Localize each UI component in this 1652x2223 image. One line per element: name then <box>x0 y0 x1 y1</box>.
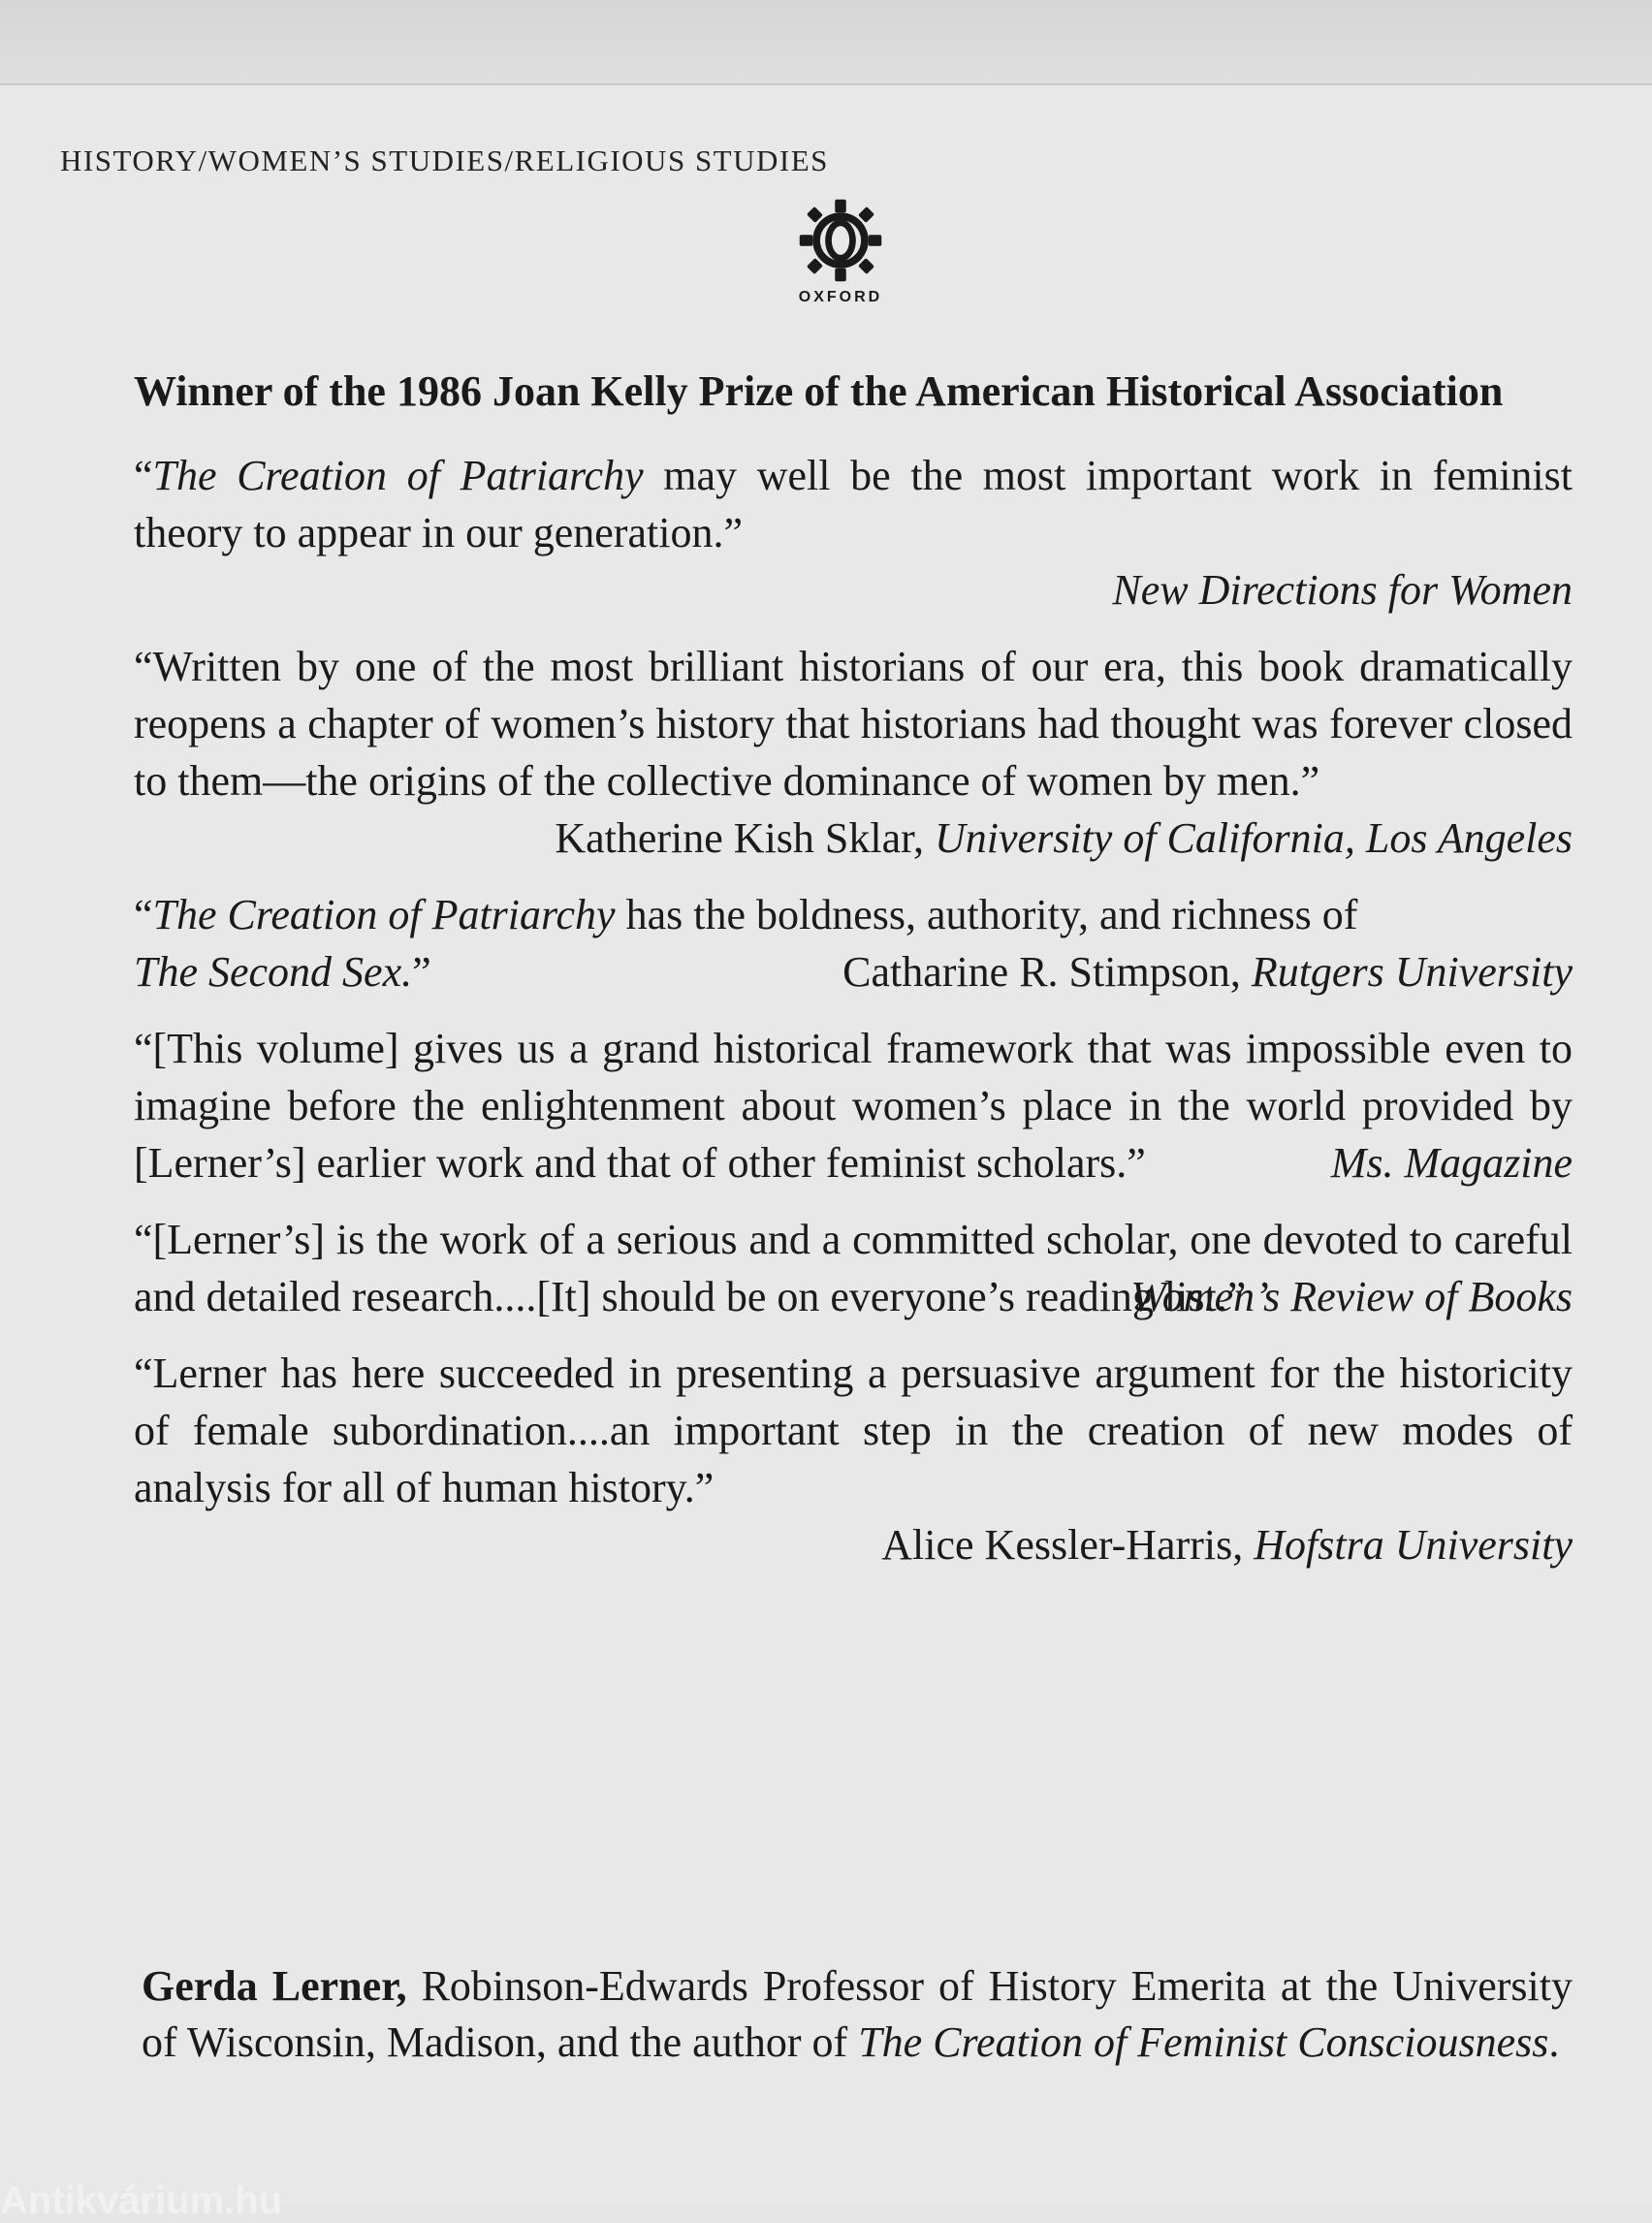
quote-4 <box>134 1020 1573 1191</box>
author-bio: Gerda Lerner, Robinson-Edwards Professor of History Emerita at the University of Wisconsin, Madison, and the author of The Creation of Feminist Consciousness. <box>142 1962 1573 2066</box>
quote-2 <box>134 638 1573 867</box>
quote-4-text: “[This volume] gives us a grand historical framework that was impossible even to imagine before the enlightenment about women’s place in the world provided by [Lerner’s] earlier work and that of other feminist scholars.” <box>134 1025 1573 1187</box>
quote-4-source: Ms. Magazine <box>1330 1139 1573 1187</box>
category-label: HISTORY/WOMEN’S STUDIES/RELIGIOUS STUDIES <box>60 143 829 177</box>
blurb-content <box>134 361 1573 1593</box>
quote-6-attribution: Alice Kessler-Harris, Hofstra University <box>881 1521 1573 1569</box>
quote-5 <box>134 1211 1573 1325</box>
publisher-logo <box>787 194 894 306</box>
quote-3-text: “The Creation of Patriarchy has the boldness, authority, and richness of <box>134 891 1358 938</box>
logo-label: OXFORD <box>798 289 883 305</box>
quote-1 <box>134 447 1573 619</box>
quote-5-source: Women’s Review of Books <box>1130 1273 1573 1320</box>
book-title: The Creation of Patriarchy <box>152 452 644 499</box>
quote-6-text: “Lerner has here succeeded in presenting a persuasive argument for the historicity of female subordination....an important step in the creation of new modes of analysis for all of human history.” <box>134 1350 1573 1511</box>
quote-3-attribution: Catharine R. Stimpson, Rutgers University <box>842 948 1573 996</box>
quote-2-text: “Written by one of the most brilliant historians of our era, this book dramatically reopens a chapter of women’s history that historians had thought was forever closed to them—the origins of the collective dominance of women by men.” <box>134 643 1573 805</box>
watermark: Antikvárium.hu <box>0 2179 283 2222</box>
other-book-title: The Creation of Feminist Consciousness <box>858 2018 1549 2066</box>
quote-3-tail: The Second Sex.” <box>134 948 431 996</box>
oxford-sun-icon <box>794 194 887 287</box>
quote-2-attribution: Katherine Kish Sklar, University of California, Los Angeles <box>555 814 1573 862</box>
quote-1-source: New Directions for Women <box>1112 566 1573 614</box>
top-page-edge <box>0 0 1652 85</box>
prize-heading: Winner of the 1986 Joan Kelly Prize of the American Historical Association <box>134 367 1504 415</box>
quote-3 <box>134 886 1573 1000</box>
quote-6 <box>134 1345 1573 1573</box>
quote-1-text: “The Creation of Patriarchy may well be the most important work in feminist theory to appear in our generation.” <box>134 452 1573 556</box>
author-name: Gerda Lerner, <box>142 1962 407 2010</box>
quote-3-row <box>134 943 1573 1000</box>
quote-5-text: “[Lerner’s] is the work of a serious and a committed scholar, one devoted to careful and detailed research....[It] should be on everyone’s reading list.” <box>134 1216 1573 1320</box>
